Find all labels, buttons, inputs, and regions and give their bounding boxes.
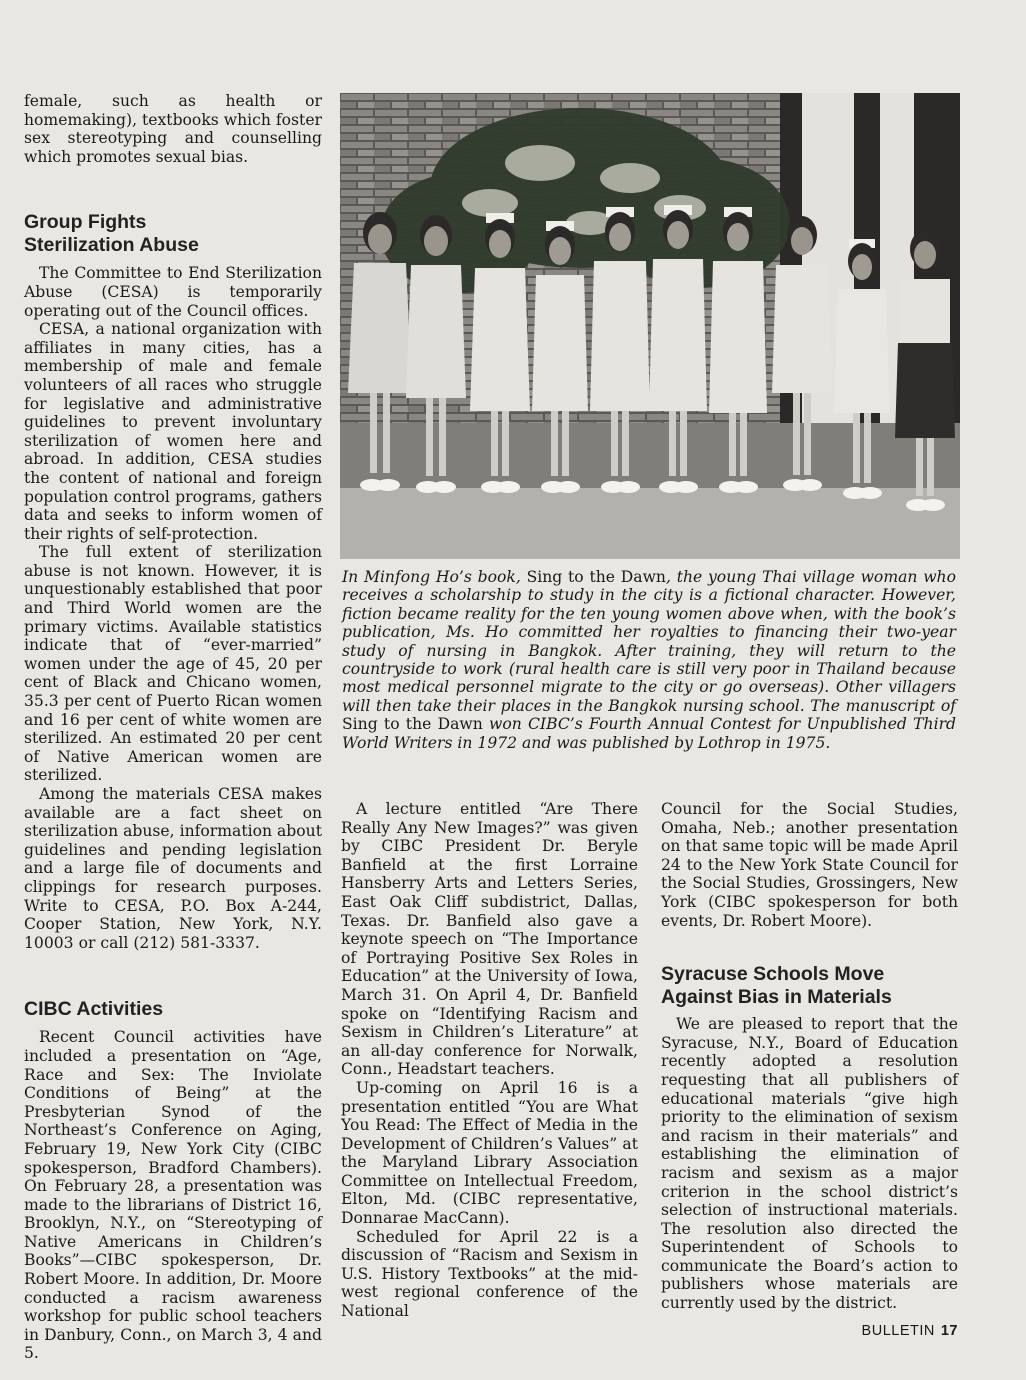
cibc-heading: CIBC Activities xyxy=(24,998,164,1021)
syracuse-heading-line1: Syracuse Schools Move xyxy=(661,963,885,986)
left-column xyxy=(24,92,322,1363)
photo-caption: In Minfong Ho’s book, Sing to the Dawn, the young Thai village woman who receives a scholarship to study in the city is a fictional character. However, fiction became reality for the ten young women above when, with the book’s publication, Ms. Ho committed her royalties to financing their two-year study of nursing in Bangkok. After training, they will return to the countryside to work (rural health care is still very poor in Thailand because most medical personnel migrate to the city or go overseas). Other villagers will then take their places in the Bangkok nursing school. The manuscript of Sing to the Dawn won CIBC’s Fourth Annual Contest for Unpublished Third World Writers in 1972 and was published by Lothrop in 1975. xyxy=(342,568,957,752)
nursing-students-photo xyxy=(340,93,960,559)
syracuse-paragraph: We are pleased to report that the Syracuse, N.Y., Board of Education recently adopted a resolution requesting that all publishers of educational materials “give high priority to the elimination of sexism and racism in their materials” and establishing the elimination of racism and sexism as a major criterion in the school district’s selection of instructional materials. The resolution also directed the Superintendent of Schools to communicate the Board’s action to publishers whose materials are currently used by the district. xyxy=(661,1015,958,1313)
cesa-heading-line2: Sterilization Abuse xyxy=(24,234,199,257)
page-number: 17 xyxy=(940,1323,958,1339)
right-column xyxy=(661,800,958,1313)
cesa-paragraph: CESA, a national organization with affiliates in many cities, has a membership of male and female volunteers of all races who struggle for legislative and administrative guidelines to prevent involuntary sterilization of women here and abroad. In addition, CESA studies the content of national and foreign population control programs, gathers data and seeks to inform women of their rights of self-protection. xyxy=(24,320,322,543)
cesa-paragraph: The full extent of sterilization abuse is not known. However, it is unquestionably established that poor and Third World women are the primary victims. Available statistics indicate that of “ever-married” women under the age of 45, 20 per cent of Black and Chicano women, 35.3 per cent of Puerto Rican women and 16 per cent of white women are sterilized. An estimated 20 per cent of Native American women are sterilized. xyxy=(24,543,322,785)
syracuse-heading-line2: Against Bias in Materials xyxy=(661,986,892,1009)
book-title: Sing to the Dawn xyxy=(526,568,666,586)
cesa-paragraph: The Committee to End Sterilization Abuse (CESA) is temporarily operating out of the Council offices. xyxy=(24,264,322,320)
cibc-paragraph: Recent Council activities have included a presentation on “Age, Race and Sex: The Inviolate Conditions of Being” at the Presbyterian Synod of the Northeast’s Conference on Aging, February 19, New York City (CIBC spokesperson, Bradford Chambers). On February 28, a presentation was made to the librarians of District 16, Brooklyn, N.Y., on “Stereotyping of Native Americans in Children’s Books”—CIBC spokesperson, Dr. Robert Moore. In addition, Dr. Moore conducted a racism awareness workshop for public school teachers in Danbury, Conn., on March 3, 4 and 5. xyxy=(24,1028,322,1363)
intro-paragraph: female, such as health or homemaking), textbooks which foster sex stereotyping and counselling which promotes sexual bias. xyxy=(24,92,322,166)
syracuse-heading xyxy=(661,963,958,1009)
page-footer xyxy=(862,1323,958,1339)
cesa-paragraph: Among the materials CESA makes available are a fact sheet on sterilization abuse, information about guidelines and pending legislation and a large file of documents and clippings for research purposes. Write to CESA, P.O. Box A-244, Cooper Station, New York, N.Y. 10003 or call (212) 581-3337. xyxy=(24,785,322,952)
middle-paragraph: A lecture entitled “Are There Really Any New Images?” was given by CIBC President Dr. Beryle Banfield at the first Lorraine Hansberry Arts and Letters Series, East Oak Cliff subdistrict, Dallas, Texas. Dr. Banfield also gave a keynote speech on “The Importance of Portraying Positive Sex Roles in Education” at the University of Iowa, March 31. On April 4, Dr. Banfield spoke on “Identifying Racism and Sexism in Children’s Literature” at an all-day conference for Norwalk, Conn., Headstart teachers. xyxy=(341,800,638,1079)
right-continued-paragraph: Council for the Social Studies, Omaha, Neb.; another presentation on that same topic will be made April 24 to the New York State Council for the Social Studies, Grossingers, New York (CIBC spokesperson for both events, Dr. Robert Moore). xyxy=(661,800,958,930)
middle-column xyxy=(341,800,638,1321)
cesa-heading xyxy=(24,211,322,257)
cesa-heading-line1: Group Fights xyxy=(24,211,147,234)
book-title: Sing to the Dawn xyxy=(342,715,483,734)
middle-paragraph: Scheduled for April 22 is a discussion of “Racism and Sexism in U.S. History Textbooks” at the mid-west regional conference of the National xyxy=(341,1227,638,1321)
middle-paragraph: Up-coming on April 16 is a presentation entitled “You are What You Read: The Effect of Media in the Development of Children’s Values” at the Maryland Library Association Committee on Intellectual Freedom, Elton, Md. (CIBC representative, Donnarae MacCann). xyxy=(341,1078,638,1228)
publication-name: BULLETIN xyxy=(861,1323,935,1339)
